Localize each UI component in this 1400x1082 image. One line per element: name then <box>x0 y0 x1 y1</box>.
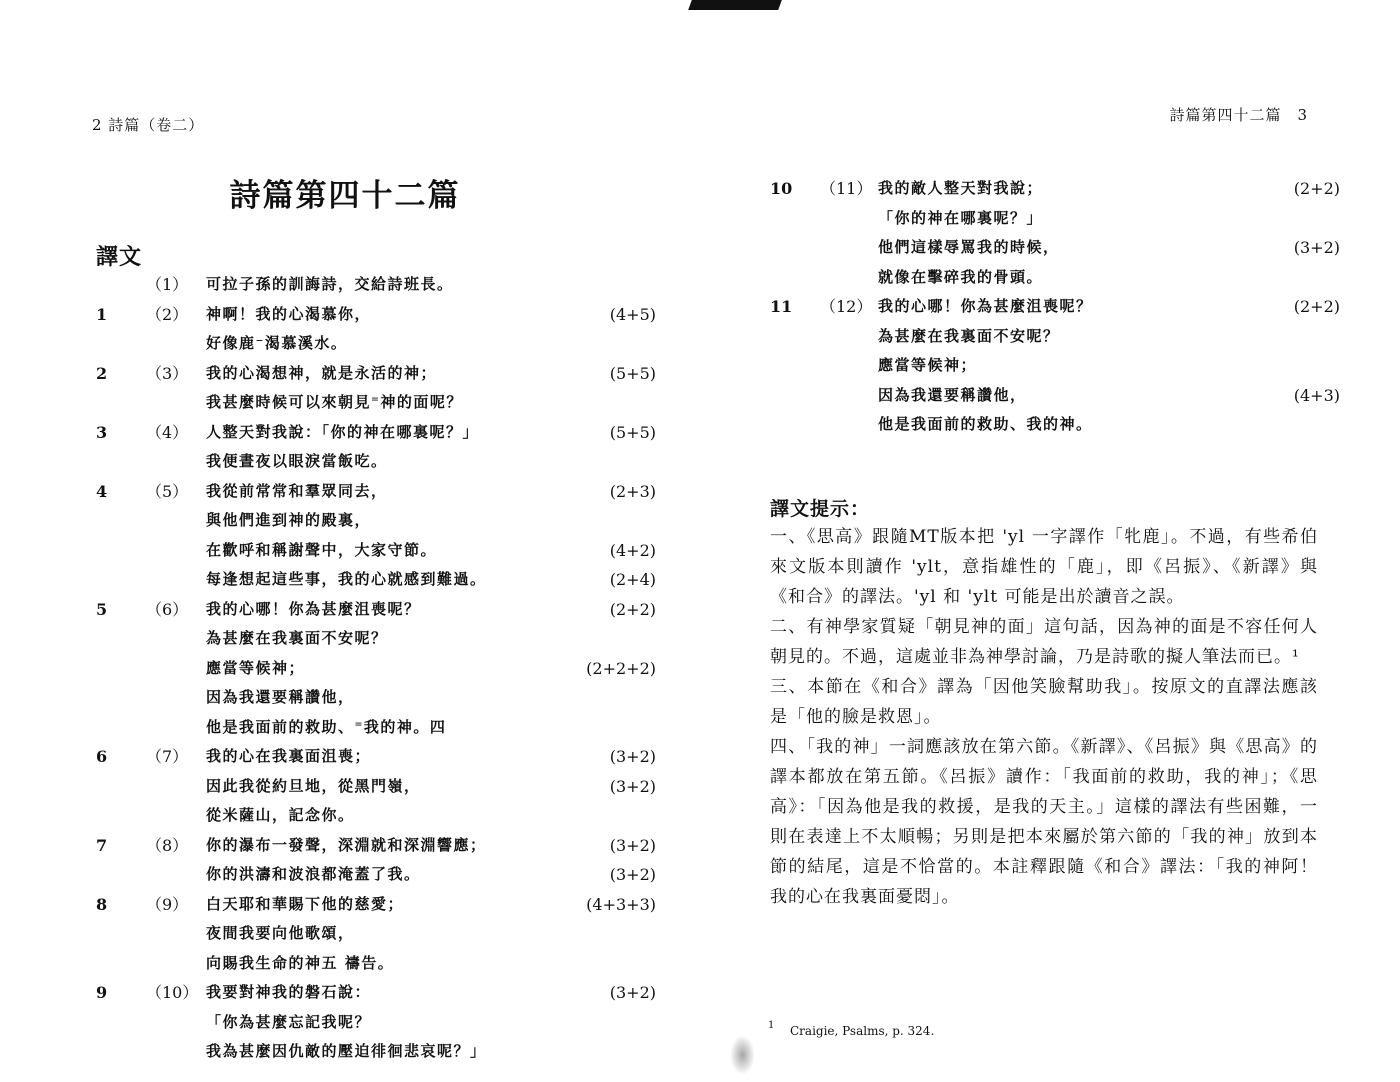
verse-line <box>96 300 656 330</box>
verse-text: 好像鹿⁻渴慕溪水。 <box>206 334 348 352</box>
verse-line <box>96 742 656 772</box>
verse-text: 每逢想起這些事，我的心就感到難過。 <box>206 570 487 588</box>
verse-text: 可拉子孫的訓誨詩，交給詩班長。 <box>206 275 454 293</box>
meter-label: (2+2) <box>1293 297 1340 316</box>
verse-line <box>96 801 656 831</box>
verse-text: 我的敵人整天對我說； <box>878 179 1044 197</box>
hebrew-verse-number: （4） <box>146 422 189 442</box>
verse-number: 11 <box>770 297 793 316</box>
verse-line <box>770 263 1340 293</box>
verse-text: 我的心渴想神，就是永活的神； <box>206 363 438 382</box>
verse-line <box>96 713 656 743</box>
meter-label: (4+5) <box>609 304 656 324</box>
meter-label: (3+2) <box>609 983 656 1002</box>
verse-number: 6 <box>96 747 108 766</box>
verse-line <box>770 204 1340 234</box>
verse-text: 他是我面前的救助、⁼我的神。四 <box>206 717 447 736</box>
verse-line <box>96 919 656 949</box>
scan-smudge <box>730 1035 755 1075</box>
verse-line <box>96 1037 656 1067</box>
page-header: 詩篇第四十二篇 3 <box>1169 106 1308 124</box>
verse-text: 我的心哪！你為甚麼沮喪呢？ <box>206 599 421 618</box>
verse-text: 為甚麼在我裏面不安呢？ <box>206 629 388 647</box>
verse-line <box>96 447 656 477</box>
verse-line <box>770 410 1340 440</box>
meter-label: (2+2) <box>1293 179 1340 198</box>
meter-label: (4+3+3) <box>586 894 656 914</box>
verse-text: 我的心哪！你為甚麼沮喪呢？ <box>878 297 1093 315</box>
verse-text: 你的洪濤和波浪都淹蓋了我。 <box>206 865 421 883</box>
verse-text: 我從前常常和羣眾同去， <box>206 481 388 500</box>
verse-line <box>96 890 656 920</box>
hebrew-verse-number: （8） <box>146 835 189 855</box>
page-title: 詩篇第四十二篇 <box>229 178 461 214</box>
right-page <box>700 0 1400 1082</box>
verse-line <box>96 1008 656 1038</box>
verse-line <box>96 949 656 979</box>
footnote-text: Craigie, Psalms, p. 324. <box>790 1024 935 1038</box>
meter-label: (3+2) <box>1293 238 1340 257</box>
verse-number: 9 <box>96 983 108 1002</box>
verse-text: 我的心在我裏面沮喪； <box>206 747 372 765</box>
meter-label: (3+2) <box>609 776 656 796</box>
translation-notes <box>770 522 1318 912</box>
verse-line <box>770 381 1340 411</box>
hebrew-verse-number: （1） <box>146 275 189 294</box>
verse-line <box>96 978 656 1008</box>
verse-line <box>770 322 1340 352</box>
verse-text: 為甚麼在我裏面不安呢？ <box>878 326 1060 345</box>
meter-label: (4+2) <box>609 540 656 560</box>
meter-label: (3+2) <box>609 865 656 884</box>
hebrew-verse-number: （2） <box>146 304 189 324</box>
verse-text: 他們這樣辱罵我的時候， <box>878 238 1060 256</box>
verse-number: 1 <box>96 304 108 324</box>
verse-text: 他是我面前的救助、我的神。 <box>878 415 1093 433</box>
verse-line <box>96 506 656 536</box>
verse-line <box>96 772 656 802</box>
verse-line <box>96 329 656 359</box>
left-page <box>0 0 690 1082</box>
hebrew-verse-number: （9） <box>146 894 189 914</box>
verse-text: 就像在擊碎我的骨頭。 <box>878 267 1044 286</box>
verse-line <box>96 860 656 890</box>
verse-text: 向賜我生命的神五 禱告。 <box>206 953 395 972</box>
verse-number: 5 <box>96 599 108 619</box>
verse-line <box>96 270 656 300</box>
verse-text: 與他們進到神的殿裏， <box>206 511 372 529</box>
verse-text: 人整天對我說：「你的神在哪裏呢？」 <box>206 422 480 441</box>
hebrew-verse-number: （7） <box>146 747 189 766</box>
verse-text: 因為我還要稱讚他， <box>878 385 1027 404</box>
verse-number: 7 <box>96 835 108 855</box>
verse-line <box>96 624 656 654</box>
verse-text: 白天耶和華賜下他的慈愛； <box>206 894 405 913</box>
verse-text: 應當等候神； <box>878 356 978 374</box>
verse-line <box>770 174 1340 204</box>
meter-label: (3+2) <box>609 747 656 766</box>
verse-line <box>770 292 1340 322</box>
verse-text: 應當等候神； <box>206 658 306 677</box>
verse-number: 3 <box>96 422 108 442</box>
verse-line <box>770 351 1340 381</box>
verse-text: 我便晝夜以眼淚當飯吃。 <box>206 452 388 470</box>
hebrew-verse-number: （6） <box>146 599 189 619</box>
meter-label: (5+5) <box>609 363 656 383</box>
verse-text: 夜間我要向他歌頌， <box>206 924 355 942</box>
verse-text: 我為甚麼因仇敵的壓迫徘徊悲哀呢？」 <box>206 1042 487 1060</box>
note-paragraph: 四、「我的神」一詞應該放在第六節。《新譯》、《呂振》與《思高》的譯本都放在第五節。《呂振》讀作：「我面前的救助，我的神」；《思高》：「因為他是我的救援，是我的天主。」這樣的譯法有些困難，一則在表達上不太順暢；另則是把本來屬於第六節的「我的神」放到本節的結尾，這是不恰當的。本註釋跟隨《和合》譯法：「我的神阿！我的心在我裏面憂悶」。 <box>770 737 1318 907</box>
verse-line <box>96 565 656 595</box>
meter-label: (2+2) <box>609 599 656 619</box>
hebrew-verse-number: （12） <box>820 297 873 316</box>
verse-text: 神啊！我的心渴慕你， <box>206 304 372 323</box>
meter-label: (3+2) <box>609 835 656 855</box>
page-header: 2 詩篇（卷二） <box>92 116 205 134</box>
verse-line <box>770 233 1340 263</box>
note-paragraph: 一、《思高》跟隨MT版本把 'yl 一字譯作「牝鹿」。不過，有些希伯來文版本則讀作 'ylt，意指雄性的「鹿」，即《呂振》、《新譯》與《和合》的譯法。'yl 和 'ylt 可能是出於讀音之誤。 <box>770 527 1318 607</box>
verse-line <box>96 388 656 418</box>
hebrew-verse-number: （11） <box>820 179 873 198</box>
verse-number: 8 <box>96 894 108 914</box>
verse-text: 因此我從約旦地，從黑門嶺， <box>206 776 421 795</box>
verse-line <box>96 359 656 389</box>
verse-text: 我要對神我的磐石說： <box>206 983 372 1001</box>
verse-line <box>96 477 656 507</box>
verse-line <box>96 831 656 861</box>
verse-line <box>96 418 656 448</box>
verse-text: 從米薩山，記念你。 <box>206 806 355 824</box>
verse-line <box>96 595 656 625</box>
notes-heading: 譯文提示： <box>770 498 871 520</box>
verse-list <box>96 270 656 1067</box>
meter-label: (5+5) <box>609 422 656 442</box>
verse-text: 我甚麼時候可以來朝見⁼神的面呢？ <box>206 393 463 411</box>
meter-label: (4+3) <box>1293 385 1340 405</box>
verse-number: 4 <box>96 481 108 501</box>
hebrew-verse-number: （10） <box>146 983 199 1002</box>
meter-label: (2+4) <box>609 570 656 589</box>
note-paragraph: 三、本節在《和合》譯為「因他笑臉幫助我」。按原文的直譯法應該是「他的臉是救恩」。 <box>770 677 1318 727</box>
hebrew-verse-number: （3） <box>146 363 189 383</box>
verse-text: 因為我還要稱讚他， <box>206 688 355 706</box>
verse-list <box>770 174 1340 440</box>
meter-label: (2+3) <box>609 481 656 501</box>
verse-text: 「你為甚麼忘記我呢？ <box>206 1012 372 1031</box>
hebrew-verse-number: （5） <box>146 481 189 501</box>
verse-text: 在歡呼和稱謝聲中，大家守節。 <box>206 540 438 559</box>
section-heading: 譯文 <box>96 244 143 270</box>
verse-line <box>96 654 656 684</box>
footnote-number: 1 <box>768 1020 775 1031</box>
verse-number: 2 <box>96 363 108 383</box>
meter-label: (2+2+2) <box>586 658 656 678</box>
note-paragraph: 二、有神學家質疑「朝見神的面」這句話，因為神的面是不容任何人朝見的。不過，這處並非為神學討論，乃是詩歌的擬人筆法而已。¹ <box>770 617 1318 667</box>
verse-line <box>96 536 656 566</box>
verse-text: 「你的神在哪裏呢？」 <box>878 208 1044 227</box>
verse-text: 你的瀑布一發聲，深淵就和深淵響應； <box>206 835 487 854</box>
verse-number: 10 <box>770 179 793 198</box>
verse-line <box>96 683 656 713</box>
